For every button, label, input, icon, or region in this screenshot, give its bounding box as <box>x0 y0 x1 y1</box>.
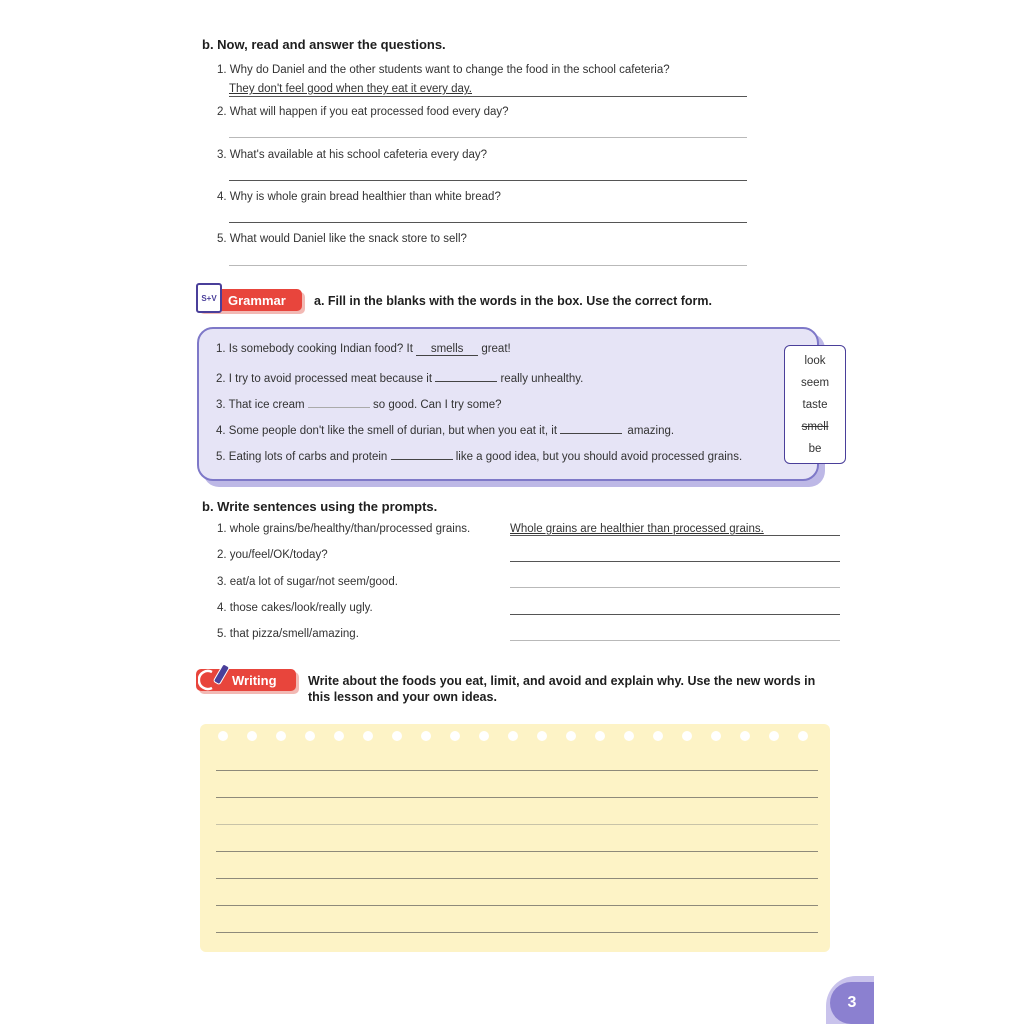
word-box <box>784 345 846 464</box>
writing-line[interactable] <box>216 797 818 798</box>
grammar-item-1-text: 1. Is somebody cooking Indian food? It <box>216 343 413 355</box>
grammar-item-5 <box>216 448 742 463</box>
prompt-line-2[interactable] <box>510 561 840 562</box>
binder-hole <box>566 731 576 741</box>
binder-hole <box>508 731 518 741</box>
word-box-item: seem <box>800 376 830 389</box>
answer-line-1[interactable] <box>229 96 747 97</box>
binder-hole <box>595 731 605 741</box>
writing-line[interactable] <box>216 932 818 933</box>
binder-hole <box>392 731 402 741</box>
prompt-4: 4. those cakes/look/really ugly. <box>217 602 373 614</box>
pencil-icon <box>198 662 232 692</box>
binder-hole <box>363 731 373 741</box>
writing-line[interactable] <box>216 824 818 825</box>
grammar-item-3-end: so good. Can I try some? <box>373 399 502 411</box>
prompt-line-4[interactable] <box>510 614 840 615</box>
binder-hole <box>769 731 779 741</box>
writing-line[interactable] <box>216 878 818 879</box>
page-number: 3 <box>830 982 874 1024</box>
binder-hole <box>247 731 257 741</box>
binder-hole <box>334 731 344 741</box>
grammar-item-1 <box>216 343 511 356</box>
grammar-item-1-end: great! <box>481 343 511 355</box>
answer-line-4[interactable] <box>229 222 747 223</box>
writing-instruction-2: this lesson and your own ideas. <box>308 690 497 704</box>
word-box-item-used: smell <box>801 420 829 433</box>
grammar-instruction: a. Fill in the blanks with the words in the box. Use the correct form. <box>314 294 712 308</box>
binder-hole <box>479 731 489 741</box>
grammar-item-4-end: amazing. <box>627 425 675 437</box>
question-2: 2. What will happen if you eat processed food every day? <box>217 106 509 118</box>
grammar-blank-1[interactable]: smells <box>416 343 478 356</box>
grammar-item-4-text: 4. Some people don't like the smell of durian, but when you eat it, it <box>216 425 558 437</box>
binder-hole <box>421 731 431 741</box>
grammar-item-3 <box>216 396 502 411</box>
question-1: 1. Why do Daniel and the other students want to change the food in the school cafeteria? <box>217 64 670 76</box>
prompts-heading: b. Write sentences using the prompts. <box>202 499 438 514</box>
grammar-blank-4[interactable] <box>560 422 622 434</box>
question-3: 3. What's available at his school cafeteria every day? <box>217 149 488 161</box>
grammar-item-4 <box>216 422 674 437</box>
grammar-item-5-end: like a good idea, but you should avoid processed grains. <box>455 451 743 463</box>
binder-hole <box>305 731 315 741</box>
answer-line-5[interactable] <box>229 265 747 266</box>
binder-hole <box>798 731 808 741</box>
binder-hole <box>537 731 547 741</box>
writing-instruction-1: Write about the foods you eat, limit, and avoid and explain why. Use the new words in <box>308 674 816 688</box>
word-box-item: taste <box>802 398 828 411</box>
grammar-badge-label: Grammar <box>228 292 286 308</box>
writing-badge-label: Writing <box>232 672 277 688</box>
prompt-3: 3. eat/a lot of sugar/not seem/good. <box>217 576 398 588</box>
grammar-blank-5[interactable] <box>391 448 453 460</box>
reading-heading: b. Now, read and answer the questions. <box>202 37 446 52</box>
grammar-item-2-end: really unhealthy. <box>500 373 584 385</box>
answer-1: They don't feel good when they eat it every day. <box>229 83 472 95</box>
answer-line-3[interactable] <box>229 180 747 181</box>
binder-hole <box>276 731 286 741</box>
binder-hole <box>682 731 692 741</box>
prompt-2: 2. you/feel/OK/today? <box>217 549 328 561</box>
book-icon: S+V <box>196 283 222 313</box>
word-box-item: look <box>804 354 826 367</box>
binder-hole <box>653 731 663 741</box>
binder-hole <box>740 731 750 741</box>
prompt-1: 1. whole grains/be/healthy/than/processed grains. <box>217 523 471 535</box>
writing-notepad[interactable] <box>200 724 830 952</box>
grammar-blank-2[interactable] <box>435 370 497 382</box>
question-4: 4. Why is whole grain bread healthier than white bread? <box>217 191 501 203</box>
prompt-line-1[interactable] <box>510 535 840 536</box>
word-box-item: be <box>808 442 822 455</box>
writing-line[interactable] <box>216 770 818 771</box>
binder-hole <box>624 731 634 741</box>
grammar-item-3-text: 3. That ice cream <box>216 399 305 411</box>
question-5: 5. What would Daniel like the snack store to sell? <box>217 233 467 245</box>
grammar-blank-3[interactable] <box>308 396 370 408</box>
binder-hole <box>218 731 228 741</box>
binder-hole <box>450 731 460 741</box>
writing-line[interactable] <box>216 905 818 906</box>
answer-line-2[interactable] <box>229 137 747 138</box>
writing-line[interactable] <box>216 851 818 852</box>
grammar-item-2-text: 2. I try to avoid processed meat because it <box>216 373 433 385</box>
prompt-line-3[interactable] <box>510 587 840 588</box>
prompt-line-5[interactable] <box>510 640 840 641</box>
prompt-5: 5. that pizza/smell/amazing. <box>217 628 359 640</box>
prompt-answer-1: Whole grains are healthier than processed grains. <box>510 523 764 535</box>
grammar-item-5-text: 5. Eating lots of carbs and protein <box>216 451 388 463</box>
grammar-item-2 <box>216 370 583 385</box>
binder-hole <box>711 731 721 741</box>
